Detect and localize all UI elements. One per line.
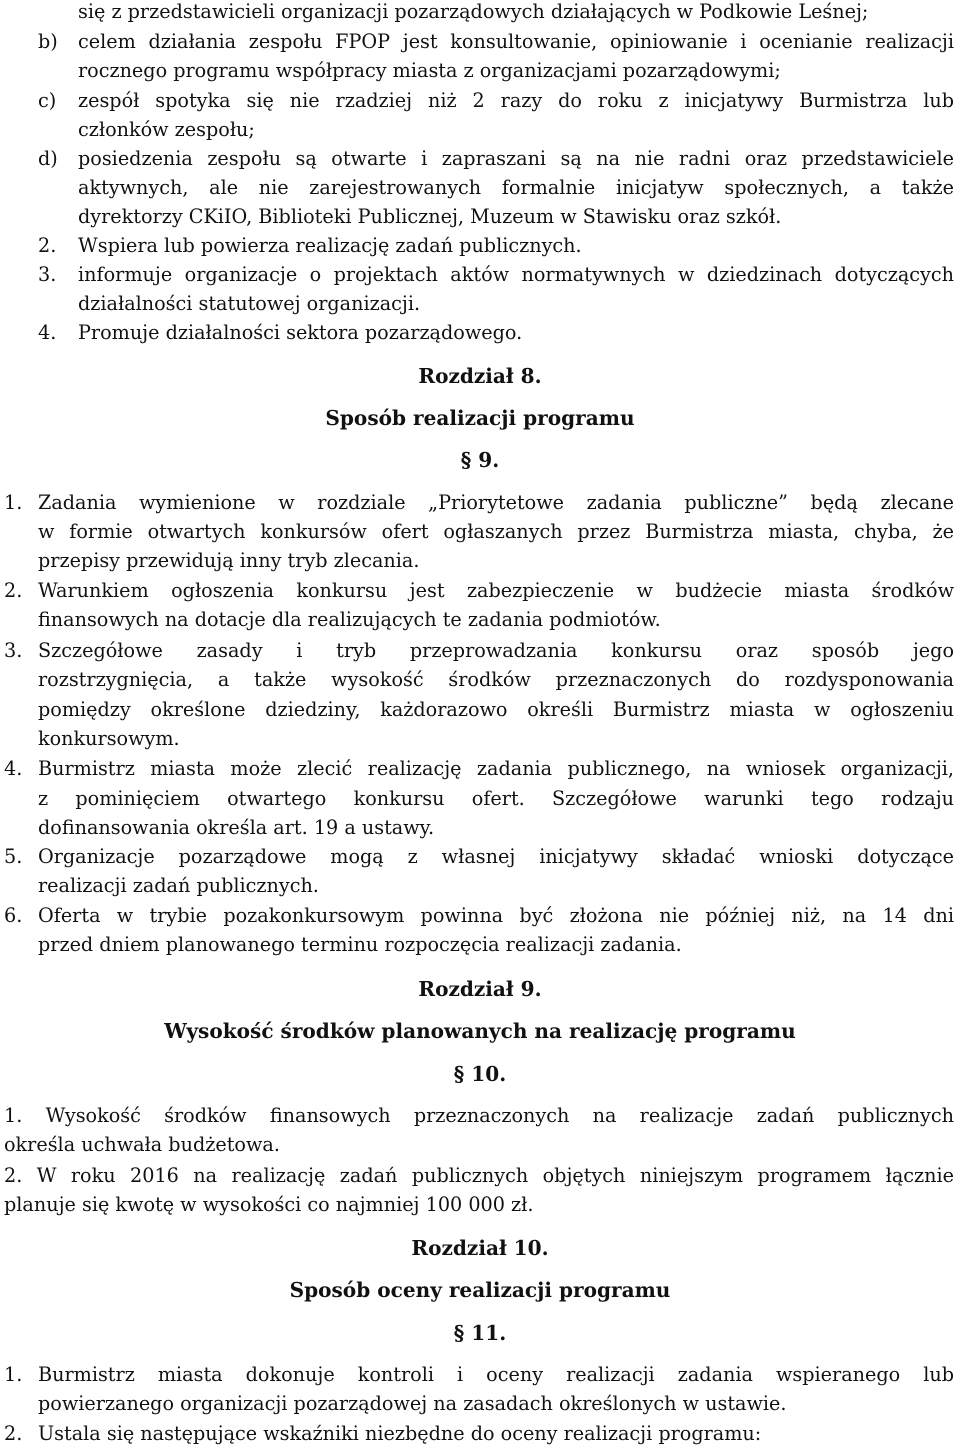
point-marker-3: 3. xyxy=(38,263,57,286)
item-marker: 2. xyxy=(4,1422,23,1445)
point-marker-4: 4. xyxy=(38,321,57,344)
item-marker: 5. xyxy=(4,845,23,868)
item-marker: 6. xyxy=(4,904,23,927)
list-c-line: członków zespołu; xyxy=(78,118,255,141)
item-marker: 2. xyxy=(4,579,23,602)
list-a-continuation: się z przedstawicieli organizacji pozarządowych działających w Podkowie Leśnej; xyxy=(78,0,869,23)
point-4-text: Promuje działalności sektora pozarządowego. xyxy=(78,321,523,344)
paragraph-line: 2. W roku 2016 na realizację zadań publicznych objętych niniejszym programem łącznie xyxy=(4,1164,954,1187)
paragraph-line: planuje się kwotę w wysokości co najmniej 100 000 zł. xyxy=(4,1193,534,1216)
item-line: rozstrzygnięcia, a także wysokość środków przeznaczonych do rozdysponowania xyxy=(38,668,954,691)
list-c-line: zespół spotyka się nie rzadziej niż 2 razy do roku z inicjatywy Burmistrza lub xyxy=(78,89,954,112)
item-marker: 1. xyxy=(4,491,23,514)
item-line: z pominięciem otwartego konkursu ofert. Szczegółowe warunki tego rodzaju xyxy=(38,787,954,810)
list-marker-d: d) xyxy=(38,147,58,170)
item-line: dofinansowania określa art. 19 a ustawy. xyxy=(38,816,435,839)
item-line: przepisy przewidują inny tryb zlecania. xyxy=(38,549,420,572)
point-2-text: Wspiera lub powierza realizację zadań publicznych. xyxy=(78,234,582,257)
item-line: powierzanego organizacji pozarządowej na zasadach określonych w ustawie. xyxy=(38,1392,787,1415)
list-b-line: rocznego programu współpracy miasta z organizacjami pozarządowymi; xyxy=(78,59,781,82)
item-line: w formie otwartych konkursów ofert ogłaszanych przez Burmistrza miasta, chyba, że xyxy=(38,520,954,543)
section-number: § 10. xyxy=(453,1062,507,1086)
item-line: Organizacje pozarządowe mogą z własnej inicjatywy składać wnioski dotyczące xyxy=(38,845,954,868)
list-marker-b: b) xyxy=(38,30,58,53)
paragraph-line: 1. Wysokość środków finansowych przeznaczonych na realizacje zadań publicznych xyxy=(4,1104,954,1127)
list-d-line: dyrektorzy CKiIO, Biblioteki Publicznej, Muzeum w Stawisku oraz szkół. xyxy=(78,205,782,228)
item-marker: 3. xyxy=(4,639,23,662)
item-line: konkursowym. xyxy=(38,727,180,750)
chapter-heading: Rozdział 8. xyxy=(418,364,542,388)
item-marker: 1. xyxy=(4,1363,23,1386)
chapter-heading: Rozdział 10. xyxy=(411,1236,549,1260)
chapter-title: Wysokość środków planowanych na realizację programu xyxy=(164,1019,796,1043)
item-line: Ustala się następujące wskaźniki niezbędne do oceny realizacji programu: xyxy=(38,1422,762,1445)
paragraph-line: określa uchwała budżetowa. xyxy=(4,1133,280,1156)
item-line: przed dniem planowanego terminu rozpoczęcia realizacji zadania. xyxy=(38,933,682,956)
item-line: Warunkiem ogłoszenia konkursu jest zabezpieczenie w budżecie miasta środków xyxy=(38,579,954,602)
list-d-line: aktywnych, ale nie zarejestrowanych formalnie inicjatyw społecznych, a także xyxy=(78,176,954,199)
chapter-title: Sposób oceny realizacji programu xyxy=(289,1278,671,1302)
item-marker: 4. xyxy=(4,757,23,780)
chapter-title: Sposób realizacji programu xyxy=(325,406,635,430)
section-number: § 9. xyxy=(460,448,500,472)
list-b-line: celem działania zespołu FPOP jest konsultowanie, opiniowanie i ocenianie realizacji xyxy=(78,30,954,53)
point-3-line: informuje organizacje o projektach aktów normatywnych w dziedzinach dotyczących xyxy=(78,263,954,286)
item-line: Burmistrz miasta może zlecić realizację zadania publicznego, na wniosek organizacji, xyxy=(38,757,954,780)
item-line: Zadania wymienione w rozdziale „Priorytetowe zadania publiczne” będą zlecane xyxy=(38,491,954,514)
list-d-line: posiedzenia zespołu są otwarte i zapraszani są na nie radni oraz przedstawiciele xyxy=(78,147,954,170)
item-line: Szczegółowe zasady i tryb przeprowadzania konkursu oraz sposób jego xyxy=(38,639,954,662)
item-line: pomiędzy określone dziedziny, każdorazowo określi Burmistrz miasta w ogłoszeniu xyxy=(38,698,954,721)
item-line: Oferta w trybie pozakonkursowym powinna być złożona nie później niż, na 14 dni xyxy=(38,904,954,927)
point-marker-2: 2. xyxy=(38,234,57,257)
chapter-heading: Rozdział 9. xyxy=(418,977,542,1001)
point-3-line: działalności statutowej organizacji. xyxy=(78,292,421,315)
item-line: realizacji zadań publicznych. xyxy=(38,874,319,897)
item-line: Burmistrz miasta dokonuje kontroli i oceny realizacji zadania wspieranego lub xyxy=(38,1363,954,1386)
item-line: finansowych na dotacje dla realizujących te zadania podmiotów. xyxy=(38,608,661,631)
section-number: § 11. xyxy=(453,1321,507,1345)
list-marker-c: c) xyxy=(38,89,57,112)
